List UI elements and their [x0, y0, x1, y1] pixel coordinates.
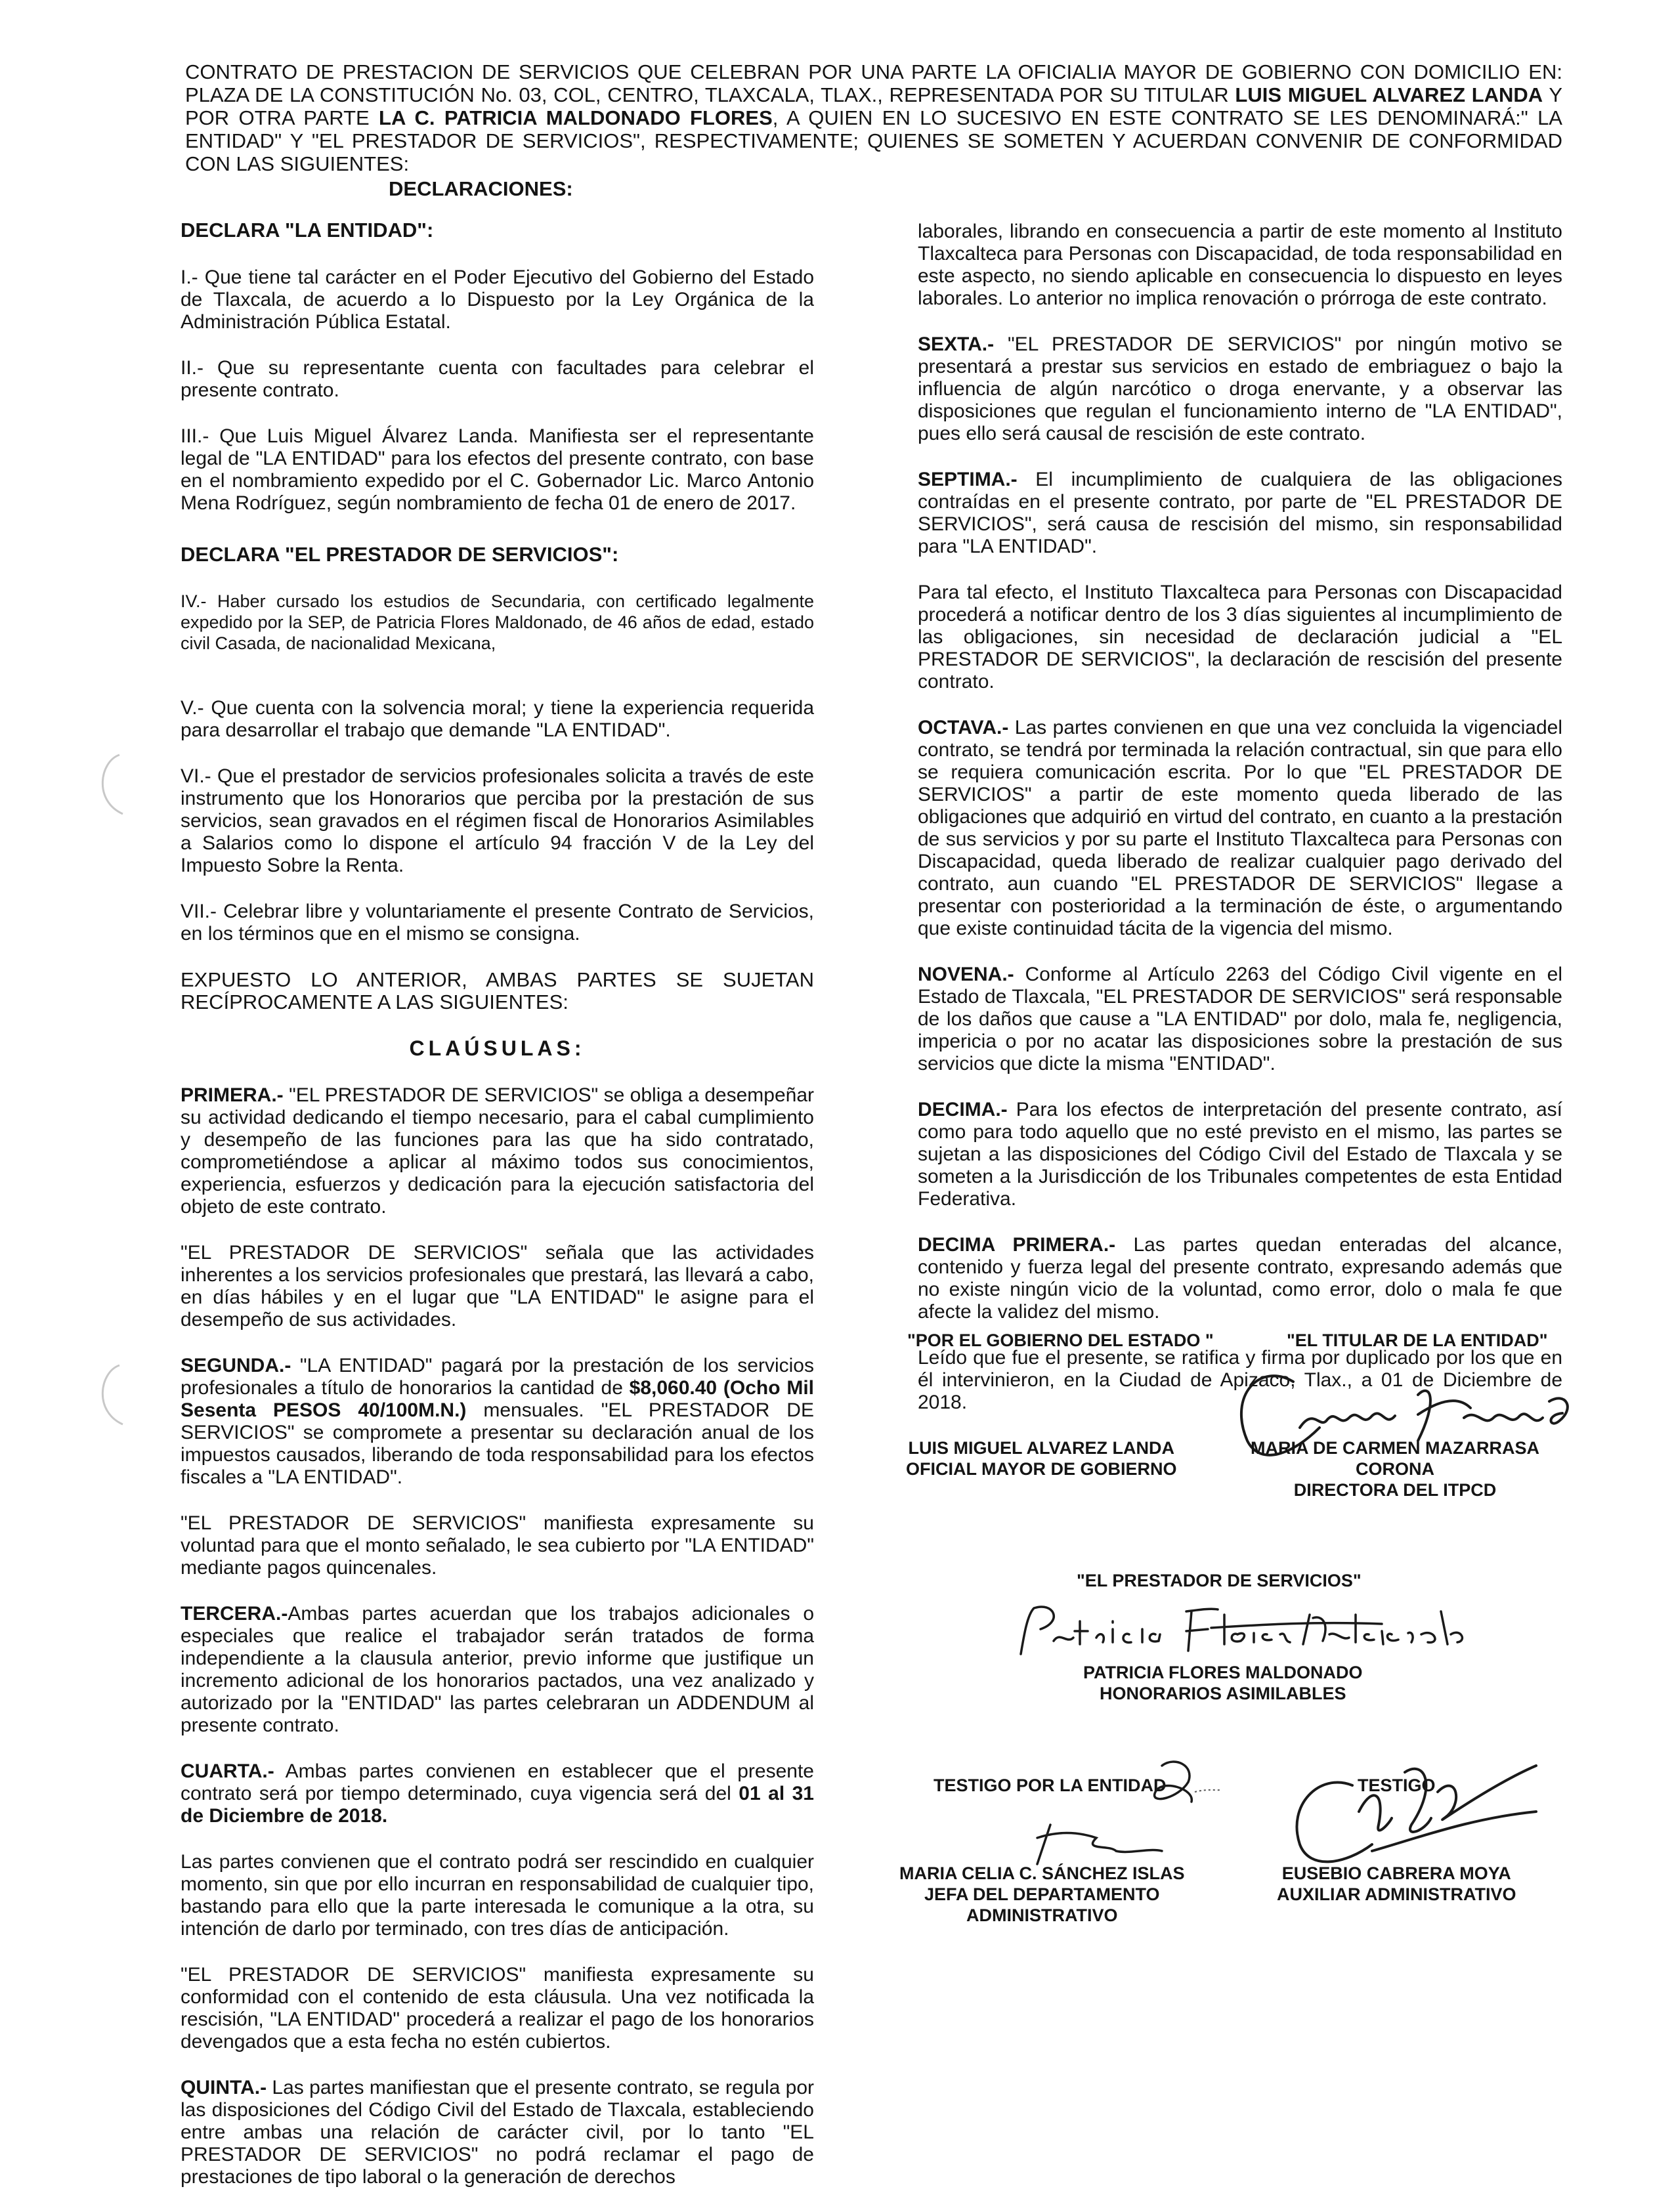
- declaraciones-title: DECLARACIONES:: [389, 177, 573, 200]
- signature-testigo: [1277, 1863, 1516, 1905]
- signer-name: PATRICIA FLORES MALDONADO: [1083, 1663, 1363, 1682]
- punch-hole-mark-upper: [74, 748, 133, 820]
- clause-text: El incumplimiento de cualquiera de las obligaciones contraídas en el presente contrato, por parte de "EL PRESTADOR DE SERVICIOS", será causa de rescisión del mismo, sin responsabilidad para "LA ENTIDAD".: [918, 469, 1562, 557]
- clause-label: SEPTIMA.-: [918, 469, 1018, 490]
- clause-label: SEXTA.-: [918, 333, 995, 355]
- testigo-signature: [1274, 1746, 1549, 1877]
- clause-cuarta-c: "EL PRESTADOR DE SERVICIOS" manifiesta expresamente su conformidad con el contenido de esta cláusula. Una vez notificada la rescisión, "LA ENTIDAD" procederá a realizar el pago de los honorarios devengados que a esta fecha no estén cubiertos.: [181, 1964, 814, 2052]
- clause-tercera: [181, 1603, 814, 1737]
- clause-label: NOVENA.-: [918, 964, 1014, 985]
- clause-text: mensuales. "EL PRESTADOR DE SERVICIOS" se compromete a presentar su declaración anual de los impuestos causados, liberando de toda responsabilidad para los efectos fiscales a "LA ENTIDAD".: [181, 1399, 814, 1488]
- signer-name: MARIA DE CARMEN MAZARRASA: [1251, 1438, 1539, 1458]
- header-text-2: Y POR OTRA PARTE: [185, 83, 1562, 129]
- signature-heading-text: "POR EL GOBIERNO DEL ESTADO ": [907, 1330, 1214, 1350]
- clause-text: Conforme al Artículo 2263 del Código Civil vigente en el Estado de Tlaxcala, "EL PRESTADOR DE SERVICIOS" será responsable de los daños que cause a "LA ENTIDAD" por dolo, mala fe, negligencia, impericia o por no acatar las disposiciones sobre la prestación de sus servicios que dicte la misma "ENTIDAD".: [918, 964, 1562, 1074]
- declaration-v: V.- Que cuenta con la solvencia moral; y tiene la experiencia requerida para desarrollar el trabajo que demande "LA ENTIDAD".: [181, 697, 814, 741]
- clause-label: DECIMA.-: [918, 1099, 1008, 1120]
- signature-heading-gobierno: [907, 1330, 1214, 1351]
- clause-label: TERCERA.-: [181, 1603, 288, 1625]
- clause-text: "EL PRESTADOR DE SERVICIOS" por ningún motivo se presentará a prestar sus servicios en estado de embriaguez o bajo la influencia de algún narcótico o droga enervante, y a observar las disposiciones que regulan el funcionamiento interno de "LA ENTIDAD", pues ello será causal de rescisión de este contrato.: [918, 333, 1562, 444]
- signer-name: EUSEBIO CABRERA MOYA: [1281, 1863, 1511, 1883]
- clause-label: DECIMA PRIMERA.-: [918, 1234, 1116, 1256]
- clause-label: CUARTA.-: [181, 1760, 274, 1782]
- signature-heading-text: "EL PRESTADOR DE SERVICIOS": [1077, 1571, 1362, 1590]
- header-provider-name: LA C. PATRICIA MALDONADO FLORES: [379, 106, 773, 129]
- signature-titular: [1251, 1437, 1539, 1500]
- expuesto-paragraph: EXPUESTO LO ANTERIOR, AMBAS PARTES SE SUJETAN RECÍPROCAMENTE A LAS SIGUIENTES:: [181, 968, 814, 1013]
- signer-role-2: ADMINISTRATIVO: [966, 1905, 1118, 1925]
- clause-octava: [918, 717, 1562, 940]
- punch-hole-mark-lower: [74, 1359, 133, 1431]
- clause-sexta: [918, 333, 1562, 445]
- declaration-vii: VII.- Celebrar libre y voluntariamente el presente Contrato de Servicios, en los términos que en el mismo se consigna.: [181, 901, 814, 945]
- header-text-3: , A QUIEN EN LO SUCESIVO EN ESTE CONTRATO SE LES DENOMINARÁ:" LA ENTIDAD" Y "EL PRESTADOR DE SERVICIOS", RESPECTIVAMENTE; QUIENES SE SOMETEN Y ACUERDAN CONVENIR DE CONFORMIDAD CON LAS SIGUIENTES:: [185, 106, 1562, 175]
- clause-septima-b: Para tal efecto, el Instituto Tlaxcalteca para Personas con Discapacidad procederá a notificar dentro de los 3 días siguientes al incumplimiento de las obligaciones, sin necesidad de declaración judicial a "EL PRESTADOR DE SERVICIOS", la declaración de rescisión del presente contrato.: [918, 582, 1562, 692]
- clause-label: PRIMERA.-: [181, 1084, 284, 1106]
- closing-statement: Leído que fue el presente, se ratifica y firma por duplicado por los que en él intervinieron, en la Ciudad de Apizaco, Tlax., a 01 de Diciembre de 2018.: [918, 1347, 1562, 1413]
- clause-cuarta: [181, 1760, 814, 1827]
- clause-text: Ambas partes acuerdan que los trabajos adicionales o especiales que realice el trabajador serán tratados de forma independiente a la clausula anterior, previo informe que justifique un incremento adicional de los honorarios pactados, una vez analizado y autorizado por la "ENTIDAD" las partes celebraran un ADDENDUM al presente contrato.: [181, 1603, 814, 1736]
- signer-role: OFICIAL MAYOR DE GOBIERNO: [906, 1459, 1177, 1479]
- left-column: [181, 219, 814, 2212]
- signer-name: LUIS MIGUEL ALVAREZ LANDA: [908, 1438, 1175, 1458]
- header-official-name: LUIS MIGUEL ALVAREZ LANDA: [1235, 83, 1543, 106]
- clause-quinta: [181, 2077, 814, 2188]
- declaration-iii: III.- Que Luis Miguel Álvarez Landa. Manifiesta ser el representante legal de "LA ENTIDAD" para los efectos del presente contrato, con base en el nombramiento expedido por el C. Gobernador Lic. Marco Antonio Mena Rodríguez, según nombramiento de fecha 01 de enero de 2017.: [181, 425, 814, 514]
- clause-text: "LA ENTIDAD" pagará por la prestación de los servicios profesionales a título de honorarios la cantidad de: [181, 1355, 814, 1399]
- signer-role: JEFA DEL DEPARTAMENTO: [924, 1884, 1160, 1904]
- signer-name: MARIA CELIA C. SÁNCHEZ ISLAS: [899, 1863, 1185, 1883]
- signer-role: AUXILIAR ADMINISTRATIVO: [1277, 1884, 1516, 1904]
- clause-cuarta-b: Las partes convienen que el contrato podrá ser rescindido en cualquier momento, sin que por ello incurran en responsabilidad de cualquier tipo, bastando para ello que la parte interesada le comunique a la otra, su intención de darlo por terminado, con tres días de anticipación.: [181, 1851, 814, 1940]
- contract-header: [185, 60, 1562, 175]
- clause-text: Las partes manifiestan que el presente contrato, se regula por las disposiciones del Código Civil del Estado de Tlaxcala, estableciendo entre ambas una relación de carácter civil, por lo tanto "EL PRESTADOR DE SERVICIOS" no podrá reclamar el pago de prestaciones de tipo laboral o la generación de derechos: [181, 2077, 814, 2188]
- signature-heading-text: "EL TITULAR DE LA ENTIDAD": [1287, 1330, 1548, 1350]
- signature-prestador: [1083, 1662, 1362, 1704]
- declaration-vi: VI.- Que el prestador de servicios profesionales solicita a través de este instrumento que los Honorarios que perciba por la prestación de sus servicios, sean gravados en el régimen fiscal de Honorarios Asimilables a Salarios como lo dispone el artículo 94 fracción V de la Ley del Impuesto Sobre la Renta.: [181, 765, 814, 876]
- clause-text: "EL PRESTADOR DE SERVICIOS" se obliga a desempeñar su actividad dedicando el tiempo necesario, para el cabal cumplimiento y desempeño de las funciones para las que ha sido contratado, comprometiéndose a aplicar al máximo todos sus conocimientos, experiencia, esfuerzos y dedicación para la ejecución satisfactoria del objeto de este contrato.: [181, 1084, 814, 1218]
- signer-name-2: CORONA: [1356, 1459, 1434, 1479]
- declaration-iv: IV.- Haber cursado los estudios de Secundaria, con certificado legalmente expedido por la SEP, de Patricia Flores Maldonado, de 46 años de edad, estado civil Casada, de nacionalidad Mexicana,: [181, 591, 814, 653]
- prestador-signature: [1014, 1602, 1487, 1661]
- signature-heading-prestador: [1077, 1570, 1362, 1591]
- payment-amount: $8,060.40 (Ocho Mil Sesenta PESOS 40/100M.N.): [181, 1377, 814, 1421]
- clause-label: OCTAVA.-: [918, 717, 1009, 738]
- header-text-1: CONTRATO DE PRESTACION DE SERVICIOS QUE CELEBRAN POR UNA PARTE LA OFICIALIA MAYOR DE GOBIERNO CON DOMICILIO EN: PLAZA DE LA CONSTITUCIÓN No. 03, COL, CENTRO, TLAXCALA, TLAX., REPRESENTADA POR SU TITULAR: [185, 60, 1562, 106]
- contract-dates: 01 al 31 de Diciembre de 2018.: [181, 1783, 814, 1827]
- right-column: [918, 221, 1562, 1437]
- signature-heading-text: TESTIGO POR LA ENTIDAD: [934, 1776, 1167, 1795]
- clausulas-title: CLAÚSULAS:: [409, 1036, 586, 1060]
- clause-decima: [918, 1099, 1562, 1210]
- declara-prestador-heading: DECLARA "EL PRESTADOR DE SERVICIOS":: [181, 543, 619, 566]
- clause-primera-b: "EL PRESTADOR DE SERVICIOS" señala que las actividades inherentes a los servicios profesionales que prestará, las llevará a cabo, en días hábiles y en el lugar que "LA ENTIDAD" le asigne para el desempeño de sus actividades.: [181, 1242, 814, 1330]
- clause-text: Las partes convienen en que una vez concluida la vigenciadel contrato, se tendrá por terminada la relación contractual, sin que para ello se requiera comunicación escrita. Por lo que "EL PRESTADOR DE SERVICIOS" a partir de este momento queda liberado de las obligaciones que adquirió en virtud del contrato, en cuanto a la prestación de sus servicios y por su parte el Instituto Tlaxcalteca para Personas con Discapacidad, queda liberado de realizar cualquier pago derivado del contrato, aun cuando "EL PRESTADOR DE SERVICIOS" llegase a presentar con posterioridad a la terminación de éste, o argumentando que existe continuidad tácita de la vigencia del mismo.: [918, 717, 1562, 939]
- clause-segunda: [181, 1355, 814, 1489]
- clause-novena: [918, 964, 1562, 1075]
- clause-decima-primera: [918, 1234, 1562, 1323]
- signature-gobierno: [906, 1437, 1177, 1479]
- clause-text: Las partes quedan enteradas del alcance, contenido y fuerza legal del presente contrato, expresando además que no existe ningún vicio de la voluntad, como error, dolo o mala fe que afecte la validez del mismo.: [918, 1234, 1563, 1323]
- clause-primera: [181, 1084, 814, 1218]
- signer-role: DIRECTORA DEL ITPCD: [1293, 1480, 1497, 1500]
- testigo-entidad-signature: [998, 1753, 1221, 1871]
- declaration-i: I.- Que tiene tal carácter en el Poder Ejecutivo del Gobierno del Estado de Tlaxcala, de acuerdo a lo Dispuesto por la Ley Orgánica de la Administración Pública Estatal.: [181, 266, 814, 333]
- clause-text: Ambas partes convienen en establecer que el presente contrato será por tiempo determinado, cuya vigencia será del: [181, 1760, 814, 1804]
- declaration-ii: II.- Que su representante cuenta con facultades para celebrar el presente contrato.: [181, 357, 814, 401]
- signature-heading-titular: [1287, 1330, 1548, 1351]
- signer-role: HONORARIOS ASIMILABLES: [1099, 1684, 1346, 1703]
- clause-septima: [918, 469, 1562, 558]
- clause-text: Para los efectos de interpretación del presente contrato, así como para todo aquello que no esté previsto en el mismo, las partes se sujetan a las disposiciones del Código Civil del Estado de Tlaxcala y se someten a la Jurisdicción de los Tribunales competentes de esta Entidad Federativa.: [918, 1099, 1562, 1210]
- clause-label: QUINTA.-: [181, 2077, 267, 2098]
- signature-heading-text: TESTIGO: [1358, 1776, 1436, 1795]
- signature-testigo-entidad: [899, 1863, 1185, 1926]
- clause-segunda-c: "EL PRESTADOR DE SERVICIOS" manifiesta expresamente su voluntad para que el monto señalado, le sea cubierto por "LA ENTIDAD" mediante pagos quincenales.: [181, 1512, 814, 1579]
- clause-quinta-continued: laborales, librando en consecuencia a partir de este momento al Instituto Tlaxcalteca para Personas con Discapacidad, de toda responsabilidad en este aspecto, no siendo aplicable en consecuencia lo dispuesto en leyes laborales. Lo anterior no implica renovación o prórroga de este contrato.: [918, 221, 1562, 309]
- clause-label: SEGUNDA.-: [181, 1355, 291, 1376]
- declara-entidad-heading: DECLARA "LA ENTIDAD":: [181, 219, 434, 242]
